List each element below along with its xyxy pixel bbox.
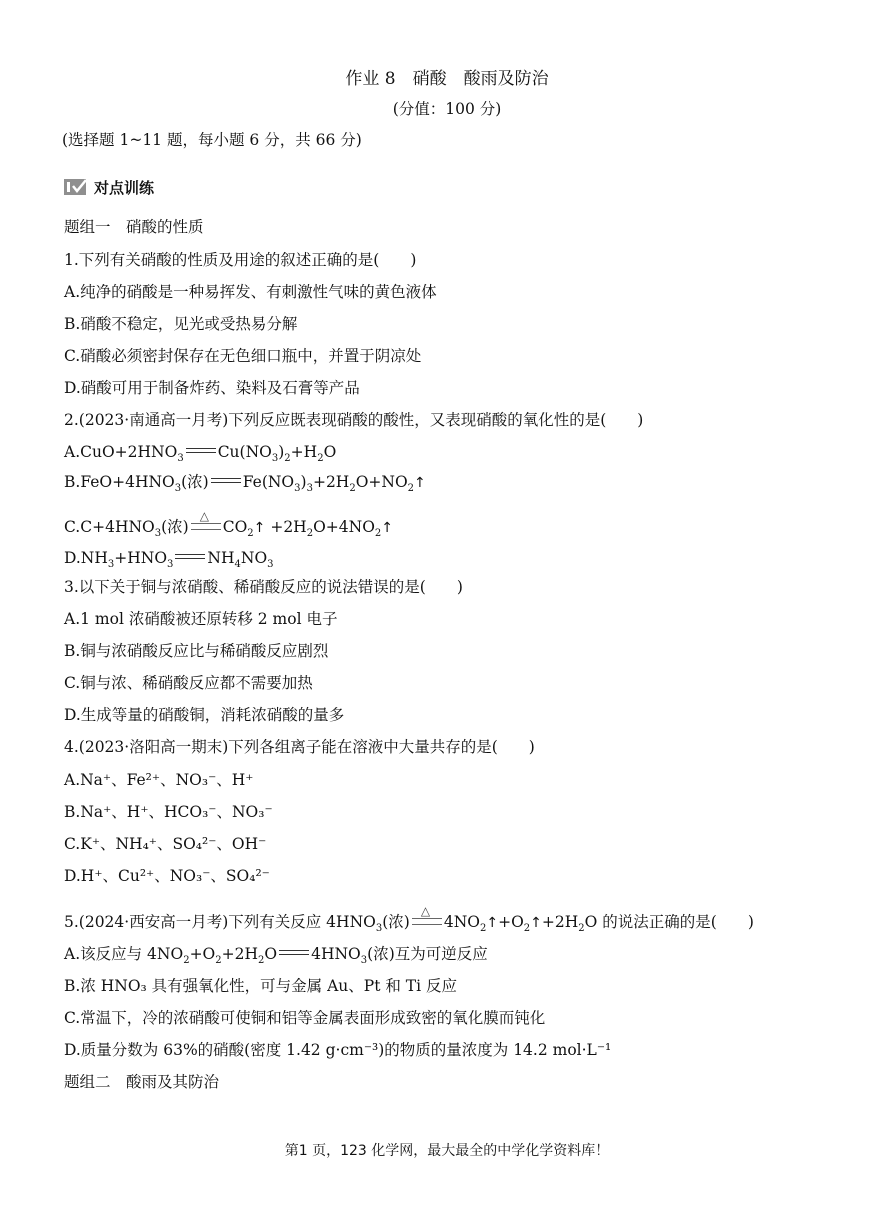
q3-option-a[interactable]: A.1 mol 浓硝酸被还原转移 2 mol 电子 (64, 610, 338, 628)
heat-condition (191, 509, 221, 531)
page-footer: 第1 页，123 化学网，最大最全的中学化学资料库！ (284, 1143, 610, 1159)
equals-sign (175, 552, 205, 562)
q2b-reactants: B.FeO+4HNO (64, 473, 175, 491)
q3-option-b[interactable]: B.铜与浓硝酸反应比与稀硝酸反应剧烈 (64, 642, 329, 660)
q5-stem: 5.(2024·西安高一月考)下列有关反应 $4HNO_3$(浓) △ $4NO_2↑+O_2↑+2H_2O$ 的说法正确的是( ) (64, 912, 754, 933)
gas-arrow-icon: ↑ (414, 475, 426, 491)
gas-arrow-icon: ↑ (253, 520, 266, 536)
section-label: 对点训练 (94, 178, 155, 197)
gas-arrow-icon: ↑ (381, 520, 394, 536)
q3-option-c[interactable]: C.铜与浓、稀硝酸反应都不需要加热 (64, 674, 313, 692)
gas-arrow-icon: ↑ (530, 915, 542, 931)
q1-option-b[interactable]: B.硝酸不稳定，见光或受热易分解 (64, 315, 298, 333)
q3-stem: 3.以下关于铜与浓硝酸、稀硝酸反应的说法错误的是( ) (64, 578, 463, 596)
equals-sign (279, 948, 309, 958)
gas-arrow-icon: ↑ (486, 915, 499, 931)
q4-option-d[interactable]: D.H⁺、Cu²⁺、NO₃⁻、SO₄²⁻ (64, 867, 270, 885)
q2-option-d[interactable]: $D.NH_3+HNO_3$ $NH_4NO_3$ (64, 549, 274, 570)
heat-condition (412, 904, 442, 926)
equals-sign (211, 476, 241, 486)
q5-option-a[interactable]: A.该反应与 $4NO_2+O_2+2H_2O$ $4HNO_3$(浓)互为可逆反应 (64, 945, 488, 966)
q5a-prefix: A.该反应与 4NO (64, 945, 184, 963)
q4-stem: 4.(2023·洛阳高一期末)下列各组离子能在溶液中大量共存的是( ) (64, 738, 535, 756)
q5-option-b[interactable]: B.浓 HNO₃ 具有强氧化性，可与金属 Au、Pt 和 Ti 反应 (64, 977, 458, 995)
q2d-reactants: D.NH (64, 549, 108, 567)
q2a-products: Cu(NO (217, 443, 272, 461)
q2-option-c[interactable]: $C.C+4HNO_3$(浓) △ $CO_2↑$ $+2H_2O+4NO_2↑$ (64, 517, 393, 538)
q1-option-c[interactable]: C.硝酸必须密封保存在无色细口瓶中，并置于阴凉处 (64, 347, 422, 365)
group-title-2: 题组二 酸雨及其防治 (64, 1073, 220, 1091)
q5a-suffix: (浓)互为可逆反应 (367, 945, 488, 963)
q2-option-a[interactable]: $A.CuO+2HNO_3$ $Cu(NO_3)_2+H_2O$ (64, 443, 337, 464)
heat-triangle-icon: △ (199, 509, 209, 523)
q2a-reactants: A.CuO+2HNO (64, 443, 178, 461)
q2a-tail: +H (290, 443, 318, 461)
instructions: (选择题 1~11 题，每小题 6 分，共 66 分) (62, 131, 362, 149)
q2c-conc: (浓) (161, 518, 189, 536)
q5-stem-prefix: 5.(2024·西安高一月考)下列有关反应 4HNO (64, 913, 376, 931)
section-heading (64, 176, 154, 198)
q1-stem: 1.下列有关硝酸的性质及用途的叙述正确的是( ) (64, 251, 417, 269)
q5-stem-suffix: 的说法正确的是( ) (602, 913, 754, 931)
group-title-1: 题组一 硝酸的性质 (64, 218, 204, 236)
q4-option-a[interactable]: A.Na⁺、Fe²⁺、NO₃⁻、H⁺ (64, 771, 254, 789)
score-note: (分值：100 分) (392, 100, 502, 118)
q2c-reactants: C.C+4HNO (64, 518, 155, 536)
q1-option-d[interactable]: D.硝酸可用于制备炸药、染料及石膏等产品 (64, 379, 360, 397)
page-title: 作业 8 硝酸 酸雨及防治 (345, 69, 549, 89)
checklist-icon (64, 178, 88, 196)
q5-option-d[interactable]: D.质量分数为 63%的硝酸(密度 1.42 g·cm⁻³)的物质的量浓度为 14.2 mol·L⁻¹ (64, 1041, 612, 1059)
q2-option-b[interactable]: $B.FeO+4HNO_3$(浓) $Fe(NO_3)_3+2H_2O+NO_2↑$ (64, 473, 426, 494)
q1-option-a[interactable]: A.纯净的硝酸是一种易挥发、有刺激性气味的黄色液体 (64, 283, 437, 301)
heat-triangle-icon: △ (420, 904, 431, 918)
q2b-products: Fe(NO (242, 473, 295, 491)
q2b-conc: (浓) (181, 473, 209, 491)
q2-stem: 2.(2023·南通高一月考)下列反应既表现硝酸的酸性，又表现硝酸的氧化性的是( ) (64, 411, 644, 429)
q3-option-d[interactable]: D.生成等量的硝酸铜，消耗浓硝酸的量多 (64, 706, 345, 724)
q4-option-b[interactable]: B.Na⁺、H⁺、HCO₃⁻、NO₃⁻ (64, 803, 273, 821)
q4-option-c[interactable]: C.K⁺、NH₄⁺、SO₄²⁻、OH⁻ (64, 835, 267, 853)
q5-option-c[interactable]: C.常温下，冷的浓硝酸可使铜和铝等金属表面形成致密的氧化膜而钝化 (64, 1009, 546, 1027)
equals-sign (186, 446, 216, 456)
